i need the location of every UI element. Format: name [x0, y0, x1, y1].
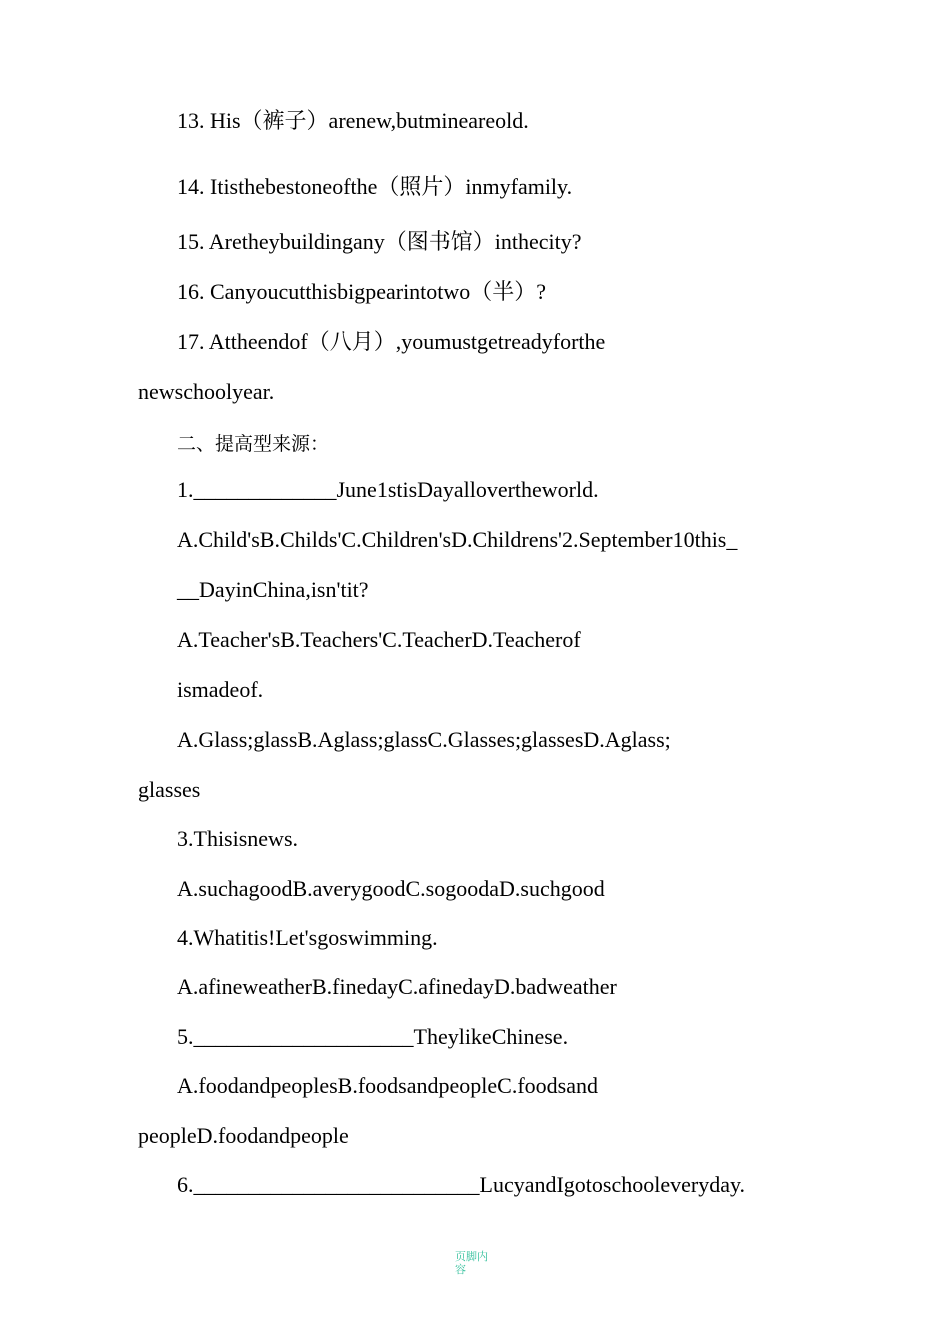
question-17-continued: newschoolyear. [138, 379, 275, 404]
mc-question-4: 4.Whatitis!Let'sgoswimming. [177, 925, 438, 950]
question-16: 16. Canyoucutthisbigpearintotwo（半）? [177, 279, 547, 304]
question-15: 15. Aretheybuildingany（图书馆）inthecity? [177, 229, 582, 254]
mc-question-2-continued: __DayinChina,isn'tit? [177, 577, 369, 602]
mc-options-1: A.Child'sB.Childs'C.Children'sD.Childrens'2.September10this_ [177, 527, 738, 552]
question-17: 17. Attheendof（八月）,youmustgetreadyforthe [177, 329, 606, 354]
question-13: 13. His（裤子）arenew,butmineareold. [177, 108, 529, 133]
mc-question-5: 5.____________________TheylikeChinese. [177, 1024, 569, 1049]
mc-options-glass-continued: glasses [138, 777, 201, 802]
mc-question-1: 1._____________June1stisDayallovertheworld. [177, 477, 599, 502]
mc-options-glass: A.Glass;glassB.Aglass;glassC.Glasses;glassesD.Aglass; [177, 727, 671, 752]
mc-options-5: A.foodandpeoplesB.foodsandpeopleC.foodsand [177, 1073, 598, 1098]
mc-options-5-continued: peopleD.foodandpeople [138, 1123, 349, 1148]
mc-question-6: 6.__________________________LucyandIgotoschooleveryday. [177, 1172, 746, 1197]
mc-question-3: 3.Thisisnews. [177, 826, 298, 851]
mc-options-3: A.suchagoodB.averygoodC.sogoodaD.suchgood [177, 876, 605, 901]
section-heading: 二、提高型来源： [177, 433, 330, 455]
question-14: 14. Itisthebestoneofthe（照片）inmyfamily. [177, 174, 573, 199]
page-footer: 页脚内容 [455, 1250, 488, 1276]
mc-options-4: A.afineweatherB.finedayC.afinedayD.badweather [177, 974, 617, 999]
mc-options-2: A.Teacher'sB.Teachers'C.TeacherD.Teacherof [177, 627, 581, 652]
mc-question-fragment: ismadeof. [177, 677, 264, 702]
